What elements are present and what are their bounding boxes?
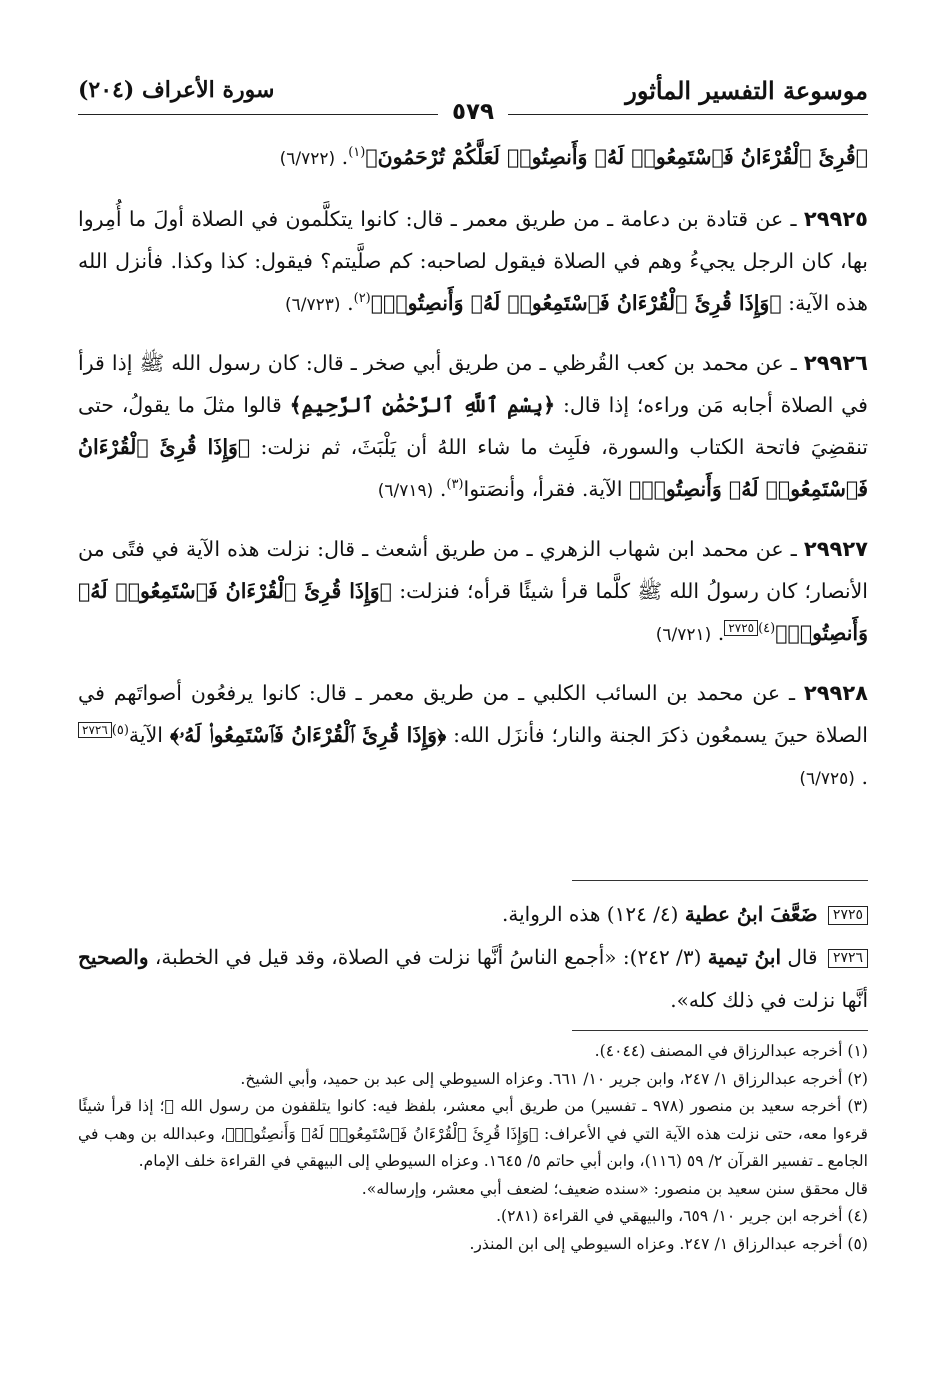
- footnote-marker: (٤): [758, 621, 776, 637]
- quran-verse: ﴿وَإِذَا قُرِئَ ٱلْقُرْءَانُ فَٱسْتَمِعُوا۟ لَهُۥ وَأَنصِتُوا۟﴾: [370, 291, 782, 315]
- note-text: أنَّها نزلت في ذلك كله».: [670, 988, 868, 1012]
- notes-divider: [572, 880, 868, 881]
- entry-number: ٢٩٩٢٧: [803, 537, 868, 561]
- surah-label: سورة الأعراف (٢٠٤): [78, 77, 275, 103]
- volume-reference: (٦/٧٢٥): [799, 769, 855, 789]
- footnote-marker: (١): [348, 145, 366, 161]
- footnote: (٣) أخرجه سعيد بن منصور (٩٧٨ ـ تفسير) من طريق أبي معشر، بلفظ فيه: كانوا يتلقفون من رسول الله ﷺ؛ إذا قرأ شيئًا قرءوا معه، حتى نزلت هذه الآية التي في الأعراف: ﴿وَإِذَا قُرِئَ ٱلْقُرْءَانُ فَٱسْتَمِعُوا۟ لَهُۥ وَأَنصِتُوا۟﴾، وعبدالله بن وهب في الجامع ـ تفسير القرآن ٢/ ٥٩ (١١٦)، وابن أبي حاتم ٥/ ١٦٤٥. وعزاه السيوطي إلى البيهقي في القراءة خلف الإمام.: [78, 1097, 868, 1170]
- footnote-marker: (٢): [353, 291, 371, 307]
- entry-29927: [78, 528, 868, 656]
- entry-29928: [78, 672, 868, 800]
- footnote: (١) أخرجه عبدالرزاق في المصنف (٤٠٤٤).: [594, 1042, 868, 1060]
- quran-verse: ﴿وَإِذَا قُرِئَ ٱلْقُرْءَانُ فَٱسْتَمِعُوا۟ لَهُۥ﴾: [169, 723, 447, 747]
- note-2725: [78, 893, 868, 936]
- entry-text: ـ عن قتادة بن دعامة ـ من طريق معمر ـ قال: كانوا يتكلَّمون في الصلاة أولَ ما أُمِروا بها، كان الرجل يجيءُ وهم في الصلاة فيقول لصاحبه: كم صلَّيتم؟ فيقول: كذا وكذا. فأنزل الله هذه الآية:: [78, 207, 868, 315]
- book-title: موسوعة التفسير المأثور: [625, 75, 868, 105]
- note-text: قال: [787, 945, 818, 969]
- entry-29925: [78, 198, 868, 326]
- footnote-marker: (٥): [111, 723, 129, 739]
- note-reference-box[interactable]: ٢٧٢٦: [78, 722, 112, 738]
- note-author: ابنُ تيمية: [707, 945, 781, 969]
- entry-29926: [78, 342, 868, 512]
- footnote-marker: (٣): [446, 477, 464, 493]
- entry-text: الآية. فقرأ، وأنصَتوا: [463, 477, 623, 501]
- editor-notes: [78, 893, 868, 1022]
- intro-paragraph: [78, 136, 868, 180]
- entry-text: الآية: [128, 723, 164, 747]
- page-number: ٥٧٩: [438, 99, 508, 125]
- volume-reference: (٦/٧٢٢): [279, 149, 336, 169]
- volume-reference: (٦/٧١٩): [377, 481, 434, 501]
- footnote: (٢) أخرجه عبدالرزاق ١/ ٢٤٧، وابن جرير ١٠/ ٦٦١. وعزاه السيوطي إلى عبد بن حميد، وأبي الشيخ.: [240, 1069, 868, 1088]
- main-text: [78, 136, 868, 816]
- note-text: (٤/ ١٢٤) هذه الرواية.: [501, 902, 679, 926]
- note-text: (٣/ ٢٤٢): «أجمع الناسُ أنَّها نزلت في الصلاة، وقد قيل في الخطبة،: [154, 945, 702, 969]
- entry-text: قالوا مثلَ ما يقولُ، حتى تنقضِيَ فاتحة الكتاب والسورة، فلَبِث ما شاء اللهُ أن يَلْبَثَ، ثم نزلت:: [78, 393, 868, 459]
- note-2726: [78, 936, 868, 1022]
- quran-verse: ﴿قُرِئَ ٱلْقُرْءَانُ فَٱسْتَمِعُوا۟ لَهُۥ وَأَنصِتُوا۟ لَعَلَّكُمْ تُرْحَمُونَ﴾: [365, 145, 868, 169]
- entry-text: ـ عن محمد بن كعب القُرظي ـ من طريق أبي صخر ـ قال: كان رسول الله ﷺ إذا قرأ في الصلاة أجابه مَن وراءه؛ إذا قال:: [78, 351, 868, 417]
- volume-reference: (٦/٧٢١): [655, 625, 712, 645]
- note-author: ضَعَّفَ ابنُ عطية: [684, 902, 818, 926]
- page-number-wrap: [0, 99, 946, 125]
- quran-verse: ﴿وَإِذَا قُرِئَ ٱلْقُرْءَانُ فَٱسْتَمِعُوا۟ لَهُۥ وَأَنصِتُوا۟﴾: [78, 579, 868, 645]
- punct: .: [861, 765, 868, 789]
- volume-reference: (٦/٧٢٣): [285, 295, 341, 315]
- footnote: (٥) أخرجه عبدالرزاق ١/ ٢٤٧. وعزاه السيوطي إلى ابن المنذر.: [469, 1234, 868, 1253]
- entry-text: ـ عن محمد بن السائب الكلبي ـ من طريق معمر ـ قال: كانوا يرفعُون أصواتَهم في الصلاة حينَ يسمعُون ذكرَ الجنة والنار؛ فأنزَل الله:: [78, 681, 868, 747]
- footnotes-divider: [572, 1030, 868, 1031]
- punct: .: [341, 145, 349, 169]
- note-reference-box[interactable]: ٢٧٢٥: [724, 620, 758, 636]
- quran-verse: ﴿وَإِذَا قُرِئَ ٱلْقُرْءَانُ فَٱسْتَمِعُوا۟ لَهُۥ وَأَنصِتُوا۟﴾: [78, 435, 868, 501]
- punct: .: [439, 477, 447, 501]
- note-tag: ٢٧٢٥: [828, 906, 868, 925]
- entry-number: ٢٩٩٢٦: [803, 351, 868, 375]
- entry-number: ٢٩٩٢٨: [803, 681, 868, 705]
- entry-text: ـ عن محمد ابن شهاب الزهري ـ من طريق أشعث ـ قال: نزلت هذه الآية في فتًى من الأنصار؛ كان رسولُ الله ﷺ كلَّما قرأ شيئًا قرأه؛ فنزلت:: [78, 537, 869, 603]
- footnotes: [78, 1038, 868, 1258]
- note-emphasis: والصحيح: [78, 945, 149, 969]
- entry-number: ٢٩٩٢٥: [803, 207, 868, 231]
- footnote: (٤) أخرجه ابن جرير ١٠/ ٦٥٩، والبيهقي في القراءة (٢٨١).: [496, 1207, 868, 1225]
- quran-verse: ﴿بِسْمِ ٱللَّهِ ٱلرَّحْمَٰنِ ٱلرَّحِيمِ﴾: [289, 393, 556, 417]
- note-tag: ٢٧٢٦: [828, 949, 868, 968]
- footnote: قال محقق سنن سعيد بن منصور: «سنده ضعيف؛ لضعف أبي معشر، وإرساله».: [361, 1179, 868, 1198]
- punct: .: [717, 621, 725, 645]
- punct: .: [347, 291, 354, 315]
